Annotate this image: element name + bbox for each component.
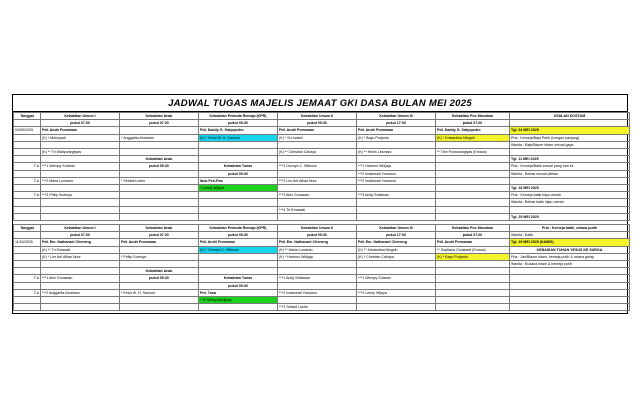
cell-umum-2: Pdt. Andri Purnawan — [278, 127, 357, 134]
cell-umum-3: ***2 Indahwati Yoewono — [357, 170, 436, 177]
cell-kostum — [510, 149, 630, 156]
cell-umum-3: (K) * Christian Cahaya — [357, 253, 436, 260]
cell-umum-1 — [41, 141, 120, 148]
cell-anak — [120, 185, 199, 192]
cell-kpr — [199, 141, 278, 148]
cell-tanggal: T.A — [14, 289, 41, 296]
cell-umum-3: pukul 17.00 — [357, 232, 436, 239]
cell-umum-2: pukul 09.30 — [278, 232, 357, 239]
cell-anak: Kebaktian Anak — [120, 113, 199, 120]
cell-umum-1: ***2 Anggarita Abraham — [41, 289, 120, 296]
cell-kpr — [199, 206, 278, 213]
cell-anak — [120, 297, 199, 304]
table-row — [14, 282, 630, 289]
cell-kostum — [510, 177, 630, 184]
time-row — [14, 120, 630, 127]
cell-anak — [120, 199, 199, 206]
cell-kpr — [199, 156, 278, 163]
cell-anak — [120, 206, 199, 213]
cell-umum-3: ***2 Indahwati Yoewono — [357, 177, 436, 184]
table-row — [14, 192, 630, 199]
cell-anak: Kebaktian Anak — [120, 268, 199, 275]
cell-anak: * Setiadi Lukito — [120, 177, 199, 184]
cell-umum-3: Kebaktian Umum III — [357, 225, 436, 232]
cell-kpr: Pnt. Tosa — [199, 289, 278, 296]
cell-umum-3 — [357, 206, 436, 213]
table-row — [14, 261, 630, 268]
cell-umum-1: ***1 Wempy Sutanto — [41, 163, 120, 170]
cell-umum-2: Pdt. Em. Nathanael Cheneng — [278, 239, 357, 246]
cell-umum-2 — [278, 213, 357, 220]
cell-kpr — [199, 261, 278, 268]
table-row — [14, 268, 630, 275]
cell-umum-2: (K) ** Maria Lumanto — [278, 246, 357, 253]
table-row — [14, 141, 630, 148]
cell-anak — [120, 192, 199, 199]
cell-umum-3: Pdt. Em. Nathanael Cheneng — [357, 239, 436, 246]
cell-tanggal: T.A — [14, 177, 41, 184]
cell-umum-1: pukul 07.00 — [41, 232, 120, 239]
cell-umum-2 — [278, 261, 357, 268]
cell-umum-3 — [357, 282, 436, 289]
cell-kpr — [199, 149, 278, 156]
cell-umum-2: (K) ** Christian Cahaya — [278, 149, 357, 156]
cell-pos-manukan — [436, 213, 510, 220]
time-row — [14, 232, 630, 239]
cell-kostum: Tgl. 04 MEI 2025 — [510, 127, 630, 134]
cell-tanggal — [14, 213, 41, 220]
cell-kostum: Pria : Kemeja batik, celana putih — [510, 225, 630, 232]
cell-kpr: * Lenny Wijaya — [199, 185, 278, 192]
cell-umum-3: (K) ** Henik Lesmani — [357, 149, 436, 156]
cell-anak: * Philip Soetoyo — [120, 253, 199, 260]
cell-kostum: Tgl. 11 MEI 2025 — [510, 156, 630, 163]
cell-umum-3: ***2 Lenny Wijaya — [357, 289, 436, 296]
cell-anak: pukul 07.00 — [120, 120, 199, 127]
cell-umum-3 — [357, 185, 436, 192]
cell-umum-2: ***2 Indahwati Yoewono — [278, 289, 357, 296]
cell-tanggal — [14, 199, 41, 206]
cell-umum-3: Kebaktian Umum III — [357, 113, 436, 120]
cell-umum-3 — [357, 213, 436, 220]
schedule-sheet — [12, 94, 628, 314]
cell-umum-1 — [41, 206, 120, 213]
cell-umum-2: ***4 Tri Emawati — [278, 206, 357, 213]
cell-kpr: Pdt. Andri Purnawan — [199, 239, 278, 246]
cell-umum-1: Pdt. Andri Purnawan — [41, 127, 120, 134]
cell-umum-3 — [357, 297, 436, 304]
table-row — [14, 149, 630, 156]
cell-tanggal — [14, 170, 41, 177]
cell-umum-1: ***1 Alex Gunawan — [41, 275, 120, 282]
cell-kostum — [510, 297, 630, 304]
cell-kostum — [510, 304, 630, 311]
cell-umum-2: Kebaktian Umum II — [278, 113, 357, 120]
cell-kpr — [199, 304, 278, 311]
cell-kostum: Tgl. 29 MEI 2025 (KAMIS) — [510, 239, 630, 246]
cell-umum-1: (K) * Mukriyadi — [41, 134, 120, 141]
cell-anak: Kebaktian Anak — [120, 225, 199, 232]
table-row — [14, 163, 630, 170]
table-row — [14, 206, 630, 213]
cell-anak — [120, 141, 199, 148]
cell-umum-3: (K) ** Kristantina Ningsih — [357, 246, 436, 253]
cell-umum-1 — [41, 282, 120, 289]
cell-kpr: Kebaktian Tunas — [199, 163, 278, 170]
cell-pos-manukan — [436, 141, 510, 148]
table-row — [14, 289, 630, 296]
cell-kostum: Pria : Kemeja/Batik sesuai yang hari ini — [510, 163, 630, 170]
schedule-table — [13, 112, 630, 311]
cell-tanggal — [14, 246, 41, 253]
cell-anak — [120, 261, 199, 268]
cell-anak: Pdt. Andri Purnawan — [120, 239, 199, 246]
cell-kostum: Wanita : Busana hitam & kemeja putih — [510, 261, 630, 268]
cell-umum-3: Pdt. Andri Purnawan — [357, 127, 436, 134]
cell-umum-2 — [278, 268, 357, 275]
cell-pos-manukan: pukul 07.00 — [436, 232, 510, 239]
cell-kpr — [199, 192, 278, 199]
cell-anak: pukul 07.00 — [120, 232, 199, 239]
cell-umum-3 — [357, 261, 436, 268]
cell-pos-manukan: Kebaktian Pos Manukan — [436, 113, 510, 120]
cell-pos-manukan: Kebaktian Pos Manukan — [436, 225, 510, 232]
cell-umum-3: ***1 Wempy Sutanto — [357, 275, 436, 282]
cell-tanggal — [14, 261, 41, 268]
cell-kpr: Kebaktian Tunas — [199, 275, 278, 282]
cell-tanggal — [14, 156, 41, 163]
cell-umum-3 — [357, 199, 436, 206]
cell-anak: * Ketut W. H. Samoni — [120, 289, 199, 296]
cell-pos-manukan — [436, 261, 510, 268]
table-row — [14, 127, 630, 134]
cell-tanggal — [14, 206, 41, 213]
cell-umum-1: ***3 Philip Soetoyo — [41, 192, 120, 199]
cell-umum-1 — [41, 213, 120, 220]
cell-pos-manukan: (K) * Bayu Purjanto — [436, 253, 510, 260]
cell-pos-manukan: Pdt. Andri Purnawan — [436, 239, 510, 246]
sheet-title: JADWAL TUGAS MAJELIS JEMAAT GKI DASA BULAN MEI 2025 — [13, 95, 627, 112]
cell-pos-manukan: pukul 07.00 — [436, 120, 510, 127]
table-row — [14, 199, 630, 206]
cell-kostum: Tgl. 18 MEI 2025 — [510, 185, 630, 192]
cell-kpr — [199, 213, 278, 220]
cell-kpr: Ibuk Pen-Pan — [199, 177, 278, 184]
cell-umum-2: (K) * Hartono Widjaja — [278, 253, 357, 260]
cell-tanggal — [14, 232, 41, 239]
cell-pos-manukan — [436, 275, 510, 282]
table-row — [14, 156, 630, 163]
cell-pos-manukan — [436, 156, 510, 163]
cell-kostum — [510, 120, 630, 127]
cell-kostum: Wanita : Bebas sesuai pilihan — [510, 170, 630, 177]
cell-umum-1: Pdt. Em. Nathanael Cheneng — [41, 239, 120, 246]
cell-kostum: Wanita : Batik — [510, 232, 630, 239]
table-row — [14, 304, 630, 311]
cell-umum-2 — [278, 199, 357, 206]
cell-kpr: * Tri Wahyuningtyas — [199, 297, 278, 304]
cell-anak — [120, 246, 199, 253]
cell-pos-manukan — [436, 282, 510, 289]
header-row — [14, 225, 630, 232]
cell-umum-1 — [41, 156, 120, 163]
cell-umum-2 — [278, 297, 357, 304]
cell-umum-1 — [41, 304, 120, 311]
cell-pos-manukan: (K) * Kristantina Ningsih — [436, 134, 510, 141]
cell-tanggal — [14, 297, 41, 304]
cell-umum-1 — [41, 185, 120, 192]
cell-kostum — [510, 289, 630, 296]
cell-tanggal — [14, 282, 41, 289]
table-row — [14, 297, 630, 304]
cell-pos-manukan — [436, 304, 510, 311]
cell-umum-1 — [41, 199, 120, 206]
table-row — [14, 134, 630, 141]
cell-umum-1: (K) ** Tri Wahyuningtyas — [41, 149, 120, 156]
cell-kostum: Pria : Kemeja/Baju Putih (Lengan panjang) — [510, 134, 630, 141]
cell-kpr: Kebaktian Pemuda Remaja (KPR) — [199, 225, 278, 232]
cell-kostum: KENAIKAN TUHAN YESUS KE SURGA — [510, 246, 630, 253]
table-row — [14, 275, 630, 282]
cell-anak — [120, 304, 199, 311]
cell-pos-manukan: ** Tien Purwaningtyas (Emaus) — [436, 149, 510, 156]
cell-umum-3 — [357, 156, 436, 163]
cell-umum-2: pukul 09.30 — [278, 120, 357, 127]
cell-anak: Kebaktian Anak — [120, 156, 199, 163]
cell-umum-3: ***1 Hartono Widjaja — [357, 163, 436, 170]
cell-tanggal — [14, 185, 41, 192]
cell-kostum — [510, 206, 630, 213]
cell-tanggal — [14, 253, 41, 260]
cell-kostum: Wanita : Baju/Blazer hitam sesuai gaya — [510, 141, 630, 148]
cell-tanggal: T.A — [14, 192, 41, 199]
cell-pos-manukan: ** Septiana Christanti (Emaus) — [436, 246, 510, 253]
cell-kostum: Pria : Kemeja batik hijau-merah — [510, 192, 630, 199]
cell-umum-2: (K) * Sri Indarti — [278, 134, 357, 141]
cell-pos-manukan: Pdt. Daddy G. Satyoputro — [436, 127, 510, 134]
cell-kostum — [510, 282, 630, 289]
cell-umum-1: Kebaktian Umum I — [41, 113, 120, 120]
cell-tanggal: T.A — [14, 275, 41, 282]
cell-kpr: pukul 09.30 — [199, 170, 278, 177]
cell-tanggal: T.A — [14, 163, 41, 170]
cell-umum-2 — [278, 185, 357, 192]
header-row — [14, 113, 630, 120]
cell-tanggal — [14, 134, 41, 141]
cell-pos-manukan — [436, 289, 510, 296]
cell-pos-manukan — [436, 192, 510, 199]
cell-umum-1: pukul 07.00 — [41, 120, 120, 127]
cell-kpr: pukul 09.30 — [199, 282, 278, 289]
cell-kpr: pukul 09.30 — [199, 120, 278, 127]
cell-kostum: Pria : Jas/Blazer hitam, kemeja putih & celana gelap — [510, 253, 630, 260]
table-row — [14, 213, 630, 220]
cell-umum-1: Kebaktian Umum I — [41, 225, 120, 232]
cell-tanggal — [14, 149, 41, 156]
cell-tanggal — [14, 268, 41, 275]
cell-kpr: pukul 09.30 — [199, 232, 278, 239]
cell-umum-2: ***3 Alex Gunawan — [278, 192, 357, 199]
cell-umum-1 — [41, 261, 120, 268]
cell-umum-3: (K) * Bayu Purjanto — [357, 134, 436, 141]
cell-umum-1 — [41, 297, 120, 304]
table-row — [14, 239, 630, 246]
cell-umum-1: (K) * Lim Arif Alfian Nour — [41, 253, 120, 260]
cell-kostum: Tgl. 25 MEI 2025 — [510, 213, 630, 220]
cell-kostum: USULAN KOSTUM — [510, 113, 630, 120]
cell-umum-1: (K) ** Tri Emawati — [41, 246, 120, 253]
cell-anak — [120, 149, 199, 156]
cell-umum-1 — [41, 268, 120, 275]
cell-umum-2 — [278, 156, 357, 163]
cell-umum-2 — [278, 141, 357, 148]
cell-kpr: Kebaktian Pemuda Remaja (KPR) — [199, 113, 278, 120]
cell-kostum: Wanita : Bebas batik hijau-merah — [510, 199, 630, 206]
table-row — [14, 253, 630, 260]
cell-pos-manukan — [436, 297, 510, 304]
cell-umum-2: ***3 Dennys C. Wibowo — [278, 163, 357, 170]
table-row — [14, 246, 630, 253]
cell-umum-2 — [278, 170, 357, 177]
cell-pos-manukan — [436, 170, 510, 177]
cell-tanggal: Tanggal — [14, 113, 41, 120]
cell-tanggal — [14, 304, 41, 311]
cell-kpr — [199, 199, 278, 206]
cell-umum-1 — [41, 170, 120, 177]
cell-pos-manukan — [436, 199, 510, 206]
cell-umum-3 — [357, 141, 436, 148]
cell-pos-manukan — [436, 206, 510, 213]
cell-pos-manukan — [436, 177, 510, 184]
cell-umum-2: ***2 Lim Arif Alfian Nour — [278, 177, 357, 184]
cell-umum-2: ***1 Andy Setiawan — [278, 275, 357, 282]
cell-tanggal: 11/04/2025 — [14, 239, 41, 246]
cell-anak — [120, 127, 199, 134]
cell-anak: * Anggarita Abraham — [120, 134, 199, 141]
cell-tanggal — [14, 120, 41, 127]
cell-umum-2: ***3 Setiadi Lukito — [278, 304, 357, 311]
cell-anak — [120, 282, 199, 289]
cell-anak: pukul 09.30 — [120, 163, 199, 170]
cell-pos-manukan — [436, 163, 510, 170]
table-row — [14, 177, 630, 184]
cell-umum-3: ***3 Andy Setiawan — [357, 192, 436, 199]
cell-tanggal: Tanggal — [14, 225, 41, 232]
cell-pos-manukan — [436, 185, 510, 192]
cell-anak: pukul 09.30 — [120, 275, 199, 282]
cell-kpr — [199, 268, 278, 275]
cell-umum-3: pukul 17.00 — [357, 120, 436, 127]
cell-umum-3 — [357, 304, 436, 311]
table-row — [14, 185, 630, 192]
cell-tanggal: 04/05/2025 — [14, 127, 41, 134]
cell-kostum — [510, 275, 630, 282]
cell-pos-manukan — [436, 268, 510, 275]
cell-anak — [120, 213, 199, 220]
cell-kpr — [199, 253, 278, 260]
cell-tanggal — [14, 141, 41, 148]
cell-kostum — [510, 268, 630, 275]
cell-umum-2 — [278, 282, 357, 289]
cell-umum-3 — [357, 268, 436, 275]
cell-anak — [120, 170, 199, 177]
cell-kpr: (K) * Dennys C. Wibowo — [199, 246, 278, 253]
cell-kpr: Pdt. Daddy G. Satyoputro — [199, 127, 278, 134]
cell-kpr: (K) * Ketut W. H. Samoni — [199, 134, 278, 141]
table-row — [14, 170, 630, 177]
cell-umum-2: Kebaktian Umum II — [278, 225, 357, 232]
cell-umum-1: ***2 Maria Lumanto — [41, 177, 120, 184]
